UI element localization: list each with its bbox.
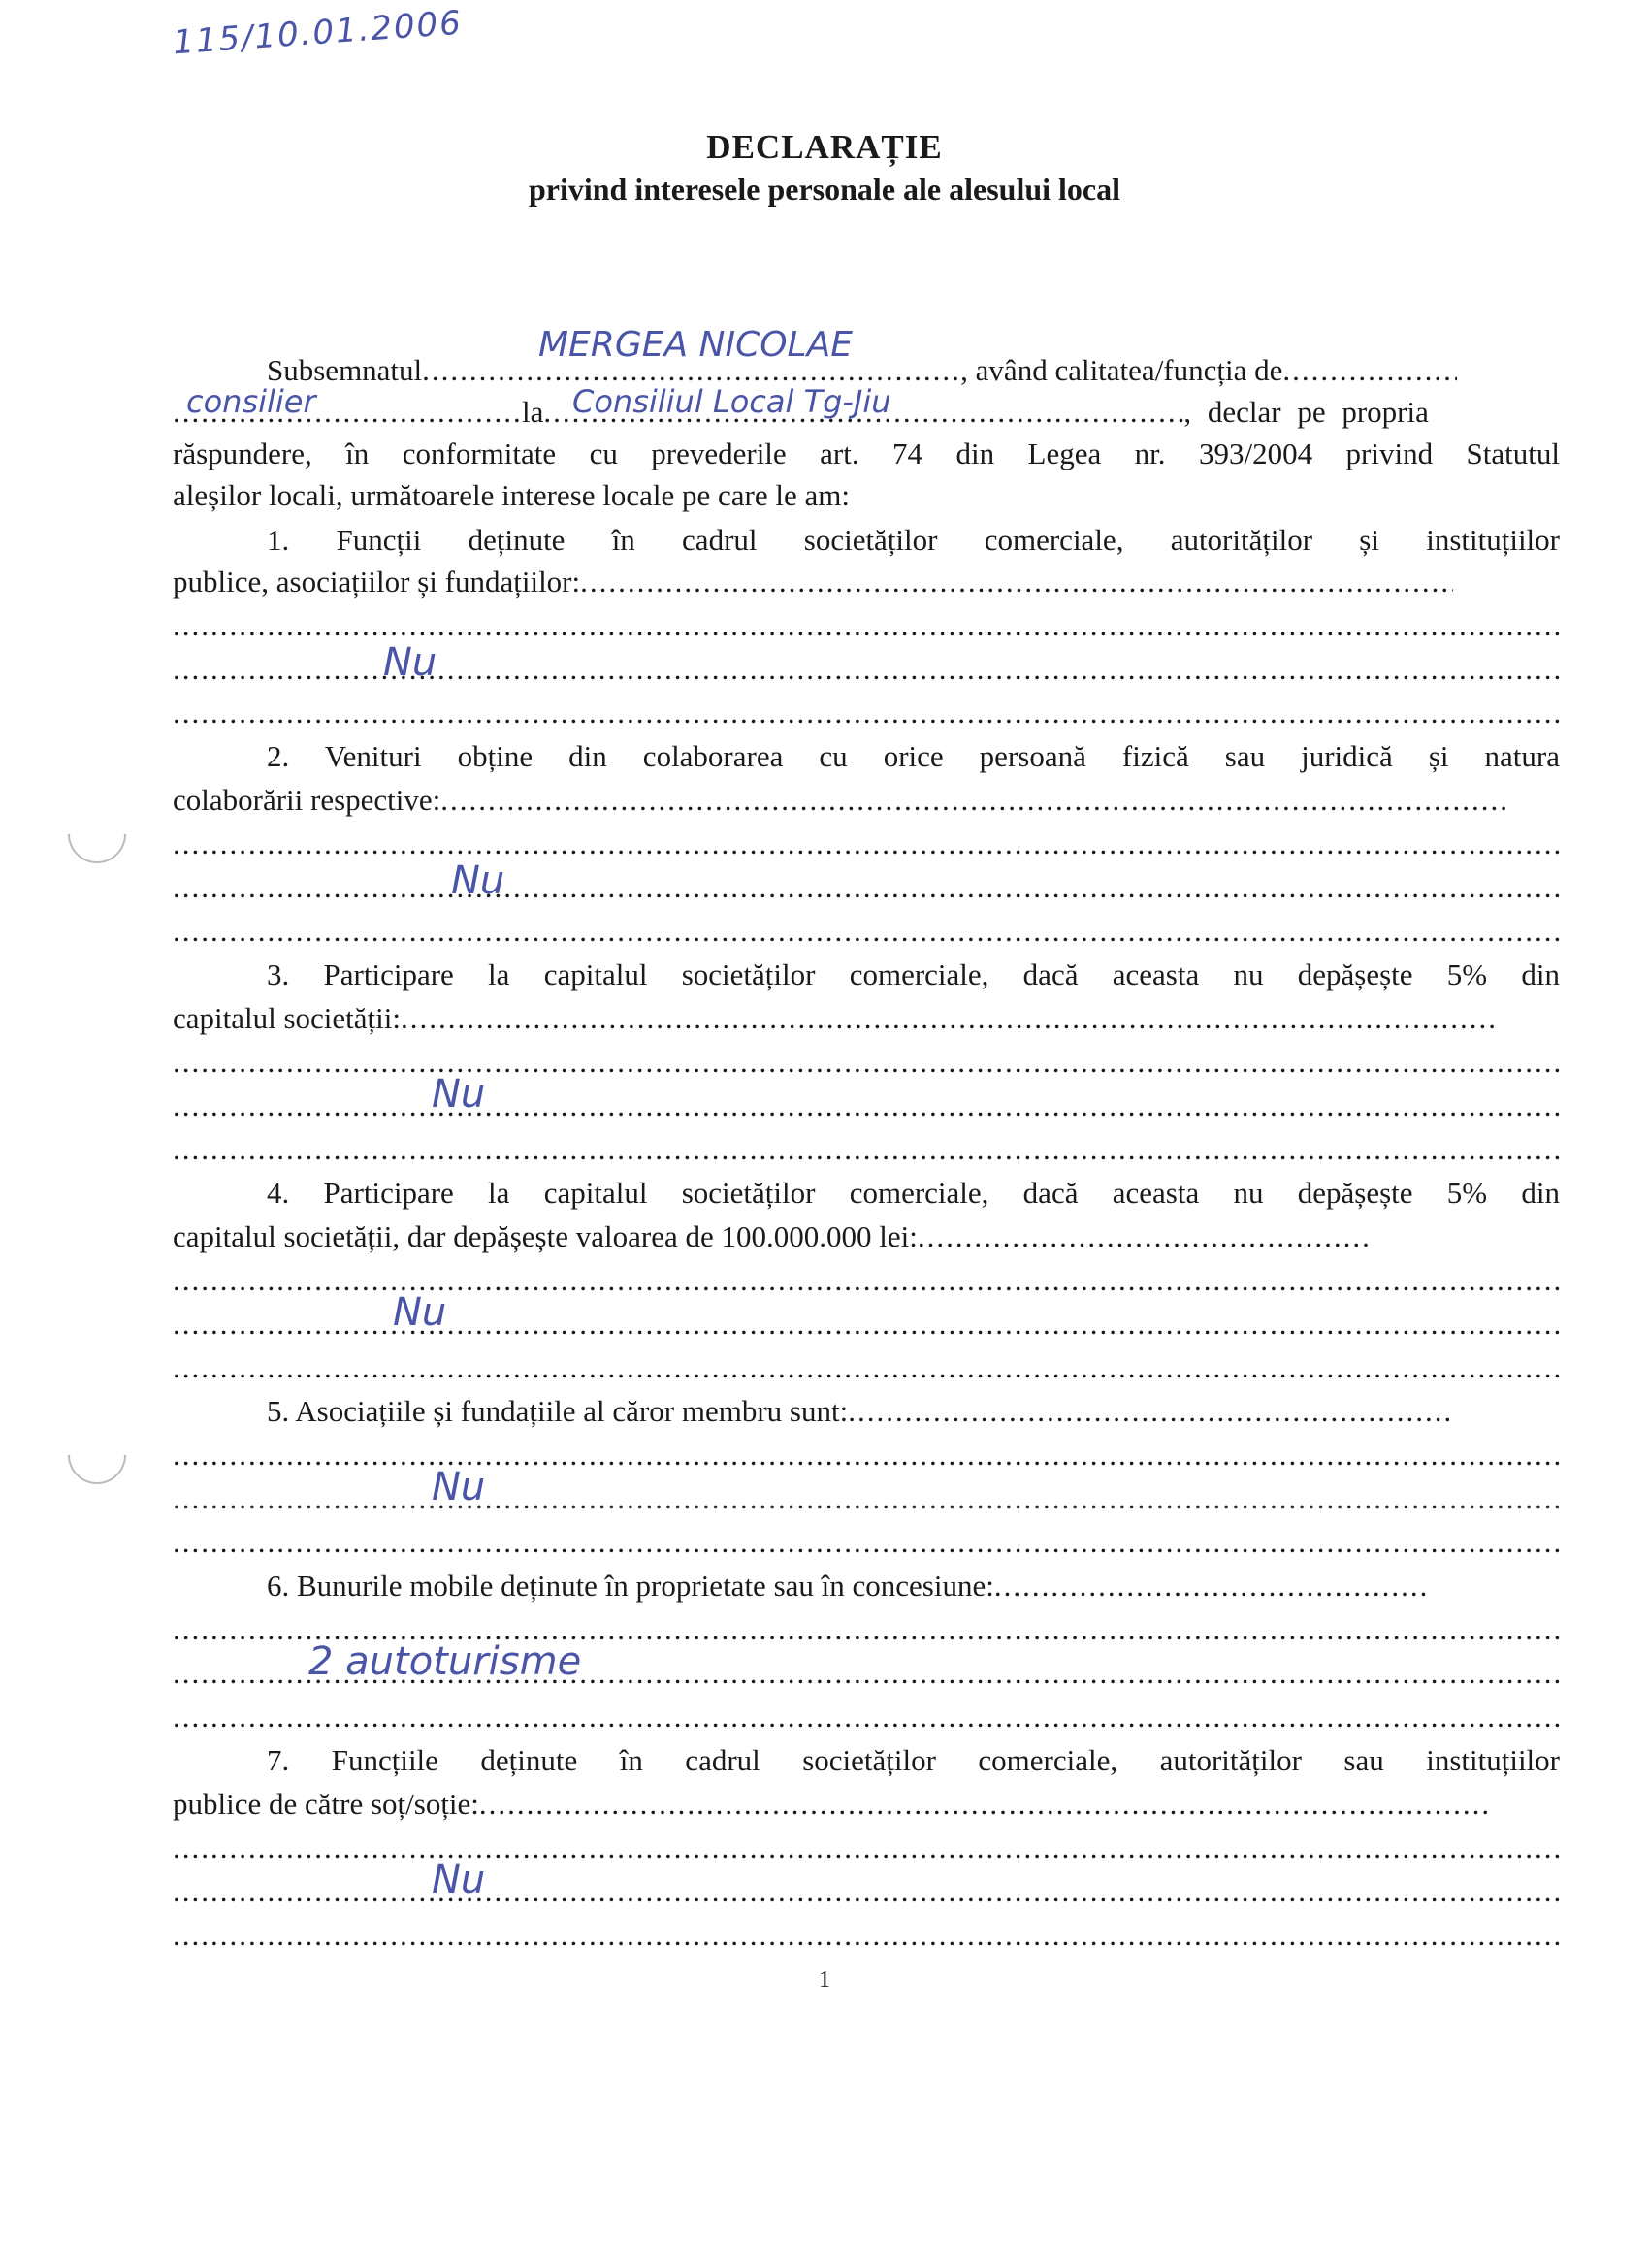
punch-hole-bottom [56,1414,139,1497]
section-5-dotline-1 [173,1436,1560,1474]
section-2-dotline-2 [173,868,1560,907]
section-2-answer: Nu [451,859,505,903]
section-4-dotline-1 [173,1261,1560,1300]
section-4-line-1: 4. Participare la capitalul societăților comerciale, dacă aceasta nu depășește 5% din [267,1176,1560,1210]
section-7-line-2: publice de către soț/soție:..... [173,1785,1560,1824]
ref-number: 115/10.01.2006 [171,3,465,63]
section-2-dotline-3 [173,912,1560,951]
section-2-line-1: 2. Venituri obține din colaborarea cu orice persoană fizică sau juridică și natura [267,739,1560,773]
section-3-line-1: 3. Participare la capitalul societăților comerciale, dacă aceasta nu depășește 5% din [267,957,1560,991]
section-1-answer: Nu [383,640,437,685]
section-3-dotline-1 [173,1043,1560,1082]
section-4-dotline-2 [173,1305,1560,1344]
institution-handwritten: Consiliul Local Tg-Jiu [572,383,891,420]
section-7-dotline-3 [173,1916,1560,1955]
intro-line-4: aleșilor locali, următoarele interese locale pe care le am: [173,478,850,512]
section-6-dotline-3 [173,1698,1560,1736]
section-3-answer: Nu [432,1072,486,1117]
section-7-line-1: 7. Funcțiile deținute în cadrul societăților comerciale, autorităților sau instituțiilor [267,1743,1560,1777]
declar-label: , declar pe propria [1183,395,1429,429]
calitatea-label: , având calitatea/funcția de [960,353,1283,387]
section-7-dotline-1 [173,1829,1560,1867]
section-3-dotline-2 [173,1086,1560,1125]
doc-title: DECLARAȚIE [706,128,943,166]
section-4-dotline-3 [173,1348,1560,1387]
page-number: 1 [819,1967,830,1993]
section-1-dotline-1 [173,606,1560,645]
section-2-dotline-1 [173,825,1560,863]
section-5-dotline-3 [173,1523,1560,1562]
section-5-dotline-2 [173,1479,1560,1518]
intro-line-3: răspundere, în conformitate cu prevederile art. 74 din Legea nr. 393/2004 privind Statutul [173,437,1560,470]
section-3-line-2: capitalul societății:..... [173,999,1560,1038]
doc-subtitle: privind interesele personale ale alesului local [528,172,1121,207]
name-handwritten: MERGEA NICOLAE [538,325,853,365]
section-4-answer: Nu [393,1290,447,1335]
subsemnatul-label: Subsemnatul [267,353,423,387]
section-1-line-1: 1. Funcții deținute în cadrul societăților comerciale, autorităților și instituțiilor [267,523,1560,557]
section-6-line-1: 6. Bunurile mobile deținute în proprietate sau în concesiune:..... [173,1567,1560,1605]
section-2-line-2: colaborării respective:..... [173,781,1560,820]
section-1-line-2: publice, asociațiilor și fundațiilor:..... [173,563,1560,601]
section-6-answer: 2 autoturisme [308,1639,582,1684]
section-1-dotline-2 [173,650,1560,689]
section-5-answer: Nu [432,1465,486,1509]
section-4-line-2: capitalul societății, dar depășește valoarea de 100.000.000 lei:..... [173,1217,1560,1256]
section-5-line-1: 5. Asociațiile și fundațiile al căror membru sunt:..... [173,1392,1560,1431]
section-3-dotline-3 [173,1130,1560,1169]
section-7-dotline-2 [173,1872,1560,1911]
section-1-dotline-3 [173,694,1560,732]
function-handwritten: consilier [186,383,316,420]
section-7-answer: Nu [432,1858,486,1902]
punch-hole-top [56,794,139,876]
la-label: la [522,395,544,429]
